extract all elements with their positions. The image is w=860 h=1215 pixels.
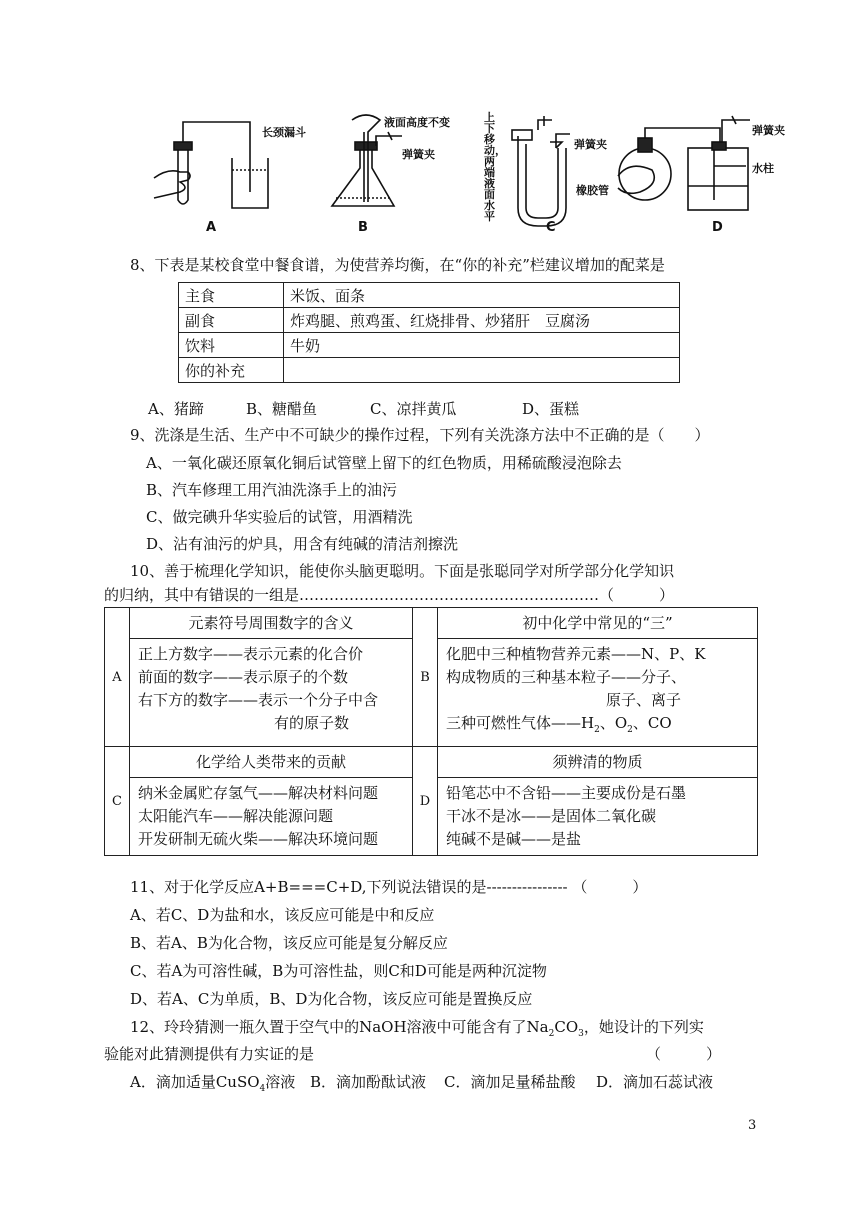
menu-value: 炸鸡腿、煎鸡蛋、红烧排骨、炒猪肝 豆腐汤 (284, 308, 680, 333)
q12-stem-text: ，她设计的下列实 (583, 1018, 704, 1036)
q8-option-d: D、蛋糕 (522, 400, 580, 418)
q12-sub: 2 (548, 1029, 555, 1039)
q11-option-d: D、若A、C为单质，B、D为化合物，该反应可能是置换反应 (130, 990, 533, 1008)
label-d-spring-clip: 弹簧夹 (752, 124, 785, 137)
q10-label-a: A (105, 608, 130, 747)
menu-key: 副食 (179, 308, 284, 333)
q12-opt-a-text: 溶液 (265, 1073, 296, 1091)
label-c-spring-clip: 弹簧夹 (574, 138, 607, 151)
q12-sub: 3 (578, 1029, 584, 1039)
q12-option-a (130, 1071, 295, 1100)
figure-label-b: B (358, 220, 368, 235)
q9-option-d: D、沾有油污的炉具，用含有纯碱的清洁剂擦洗 (146, 535, 459, 553)
label-level-unchanged: 液面高度不变 (384, 116, 450, 129)
menu-value: 米饭、面条 (284, 283, 680, 308)
q12-opt-a-text: A．滴加适量CuSO (130, 1073, 260, 1091)
q9-stem: 9、洗涤是生活、生产中不可缺少的操作过程，下列有关洗涤方法中不正确的是（ ） (130, 426, 710, 444)
apparatus-drawing (140, 108, 790, 238)
q12-answer-paren: （ ） (646, 1045, 722, 1063)
q12-option-d: D．滴加石蕊试液 (596, 1073, 714, 1091)
q10-c-line: 开发研制无硫火柴——解决环境问题 (138, 830, 379, 848)
table-row (179, 333, 680, 358)
q10-a-line: 右下方的数字——表示一个分子中含 (138, 691, 379, 709)
table-row (179, 308, 680, 333)
q9-option-b: B、汽车修理工用汽油洗涤手上的油污 (146, 481, 398, 499)
q10-body-b (438, 639, 758, 747)
q12-option-b: B．滴加酚酞试液 (310, 1073, 427, 1091)
q10-a-line: 前面的数字——表示原子的个数 (138, 668, 349, 686)
figure-label-a: A (206, 220, 217, 235)
q10-head-c: 化学给人类带来的贡献 (130, 747, 413, 778)
q11-stem: 11、对于化学反应A+B===C+D,下列说法错误的是---------------- （ ） (130, 878, 648, 896)
q10-b-line: 化肥中三种植物营养元素——N、P、K (446, 645, 706, 663)
q10-b-sub: 2 (627, 725, 633, 735)
figure-label-c: C (546, 220, 556, 235)
menu-key: 主食 (179, 283, 284, 308)
label-water-column: 水柱 (752, 162, 774, 175)
q9-option-c: C、做完碘升华实验后的试管，用酒精洗 (146, 508, 413, 526)
q8-option-b: B、糖醋鱼 (246, 400, 318, 418)
q10-b-line: 构成物质的三种基本粒子——分子、 (446, 668, 687, 686)
q12-stem-line1 (130, 1016, 704, 1045)
label-long-funnel: 长颈漏斗 (262, 126, 306, 139)
q8-menu-table (178, 282, 680, 383)
q10-b-gases-mid: 、O (599, 714, 628, 732)
q10-head-d: 须辨清的物质 (438, 747, 758, 778)
q10-a-line: 正上方数字——表示元素的化合价 (138, 645, 364, 663)
q10-d-line: 铅笔芯中不含铅——主要成份是石墨 (446, 784, 687, 802)
q10-head-b: 初中化学中常见的“三” (438, 608, 758, 639)
q10-a-line: 有的原子数 (274, 714, 350, 732)
q10-label-d: D (413, 747, 438, 856)
q11-option-c: C、若A为可溶性碱，B为可溶性盐，则C和D可能是两种沉淀物 (130, 962, 547, 980)
q10-body-a (130, 639, 413, 747)
q10-b-line (446, 712, 749, 742)
table-row (179, 358, 680, 383)
q12-stem-line2: 验能对此猜测提供有力实证的是 (104, 1045, 315, 1063)
q8-option-c: C、凉拌黄瓜 (370, 400, 457, 418)
label-c-move-level: 上下移动，两端液面水平 (484, 111, 506, 223)
q10-b-gases-post: 、CO (632, 714, 672, 732)
apparatus-figure (140, 108, 790, 238)
q10-d-line: 纯碱不是碱——是盐 (446, 830, 582, 848)
menu-key: 你的补充 (179, 358, 284, 383)
q10-b-line: 原子、离子 (606, 691, 682, 709)
q11-option-b: B、若A、B为化合物，该反应可能是复分解反应 (130, 934, 448, 952)
label-rubber-tube: 橡胶管 (576, 184, 609, 197)
q10-c-line: 太阳能汽车——解决能源问题 (138, 807, 334, 825)
q10-table (104, 607, 758, 856)
q12-option-c: C．滴加足量稀盐酸 (444, 1073, 576, 1091)
q8-stem: 8、下表是某校食堂中餐食谱，为使营养均衡，在“你的补充”栏建议增加的配菜是 (130, 256, 665, 274)
q10-b-sub: 2 (594, 725, 600, 735)
menu-key: 饮料 (179, 333, 284, 358)
q12-stem-text: CO (554, 1018, 579, 1036)
q10-stem-line1: 10、善于梳理化学知识，能使你头脑更聪明。下面是张聪同学对所学部分化学知识 (130, 562, 675, 580)
q10-label-b: B (413, 608, 438, 747)
menu-value (284, 358, 680, 383)
menu-value: 牛奶 (284, 333, 680, 358)
figure-label-d: D (712, 220, 723, 235)
q11-option-a: A、若C、D为盐和水，该反应可能是中和反应 (130, 906, 435, 924)
q10-body-c (130, 778, 413, 856)
q8-option-a: A、猪蹄 (148, 400, 204, 418)
q12-sub: 4 (259, 1084, 266, 1094)
q12-stem-text: 12、玲玲猜测一瓶久置于空气中的NaOH溶液中可能含有了Na (130, 1018, 549, 1036)
page-number: 3 (748, 1118, 757, 1133)
table-row (179, 283, 680, 308)
q10-c-line: 纳米金属贮存氢气——解决材料问题 (138, 784, 379, 802)
q10-d-line: 干冰不是冰——是固体二氧化碳 (446, 807, 657, 825)
q10-stem-line2: 的归纳，其中有错误的一组是……………………………………………………（ ） (104, 586, 675, 604)
q10-body-d (438, 778, 758, 856)
q10-label-c: C (105, 747, 130, 856)
q10-head-a: 元素符号周围数字的含义 (130, 608, 413, 639)
label-b-spring-clip: 弹簧夹 (402, 148, 435, 161)
q10-b-gases: 三种可燃性气体——H (446, 714, 595, 732)
q9-option-a: A、一氧化碳还原氧化铜后试管壁上留下的红色物质，用稀硫酸浸泡除去 (146, 454, 622, 472)
